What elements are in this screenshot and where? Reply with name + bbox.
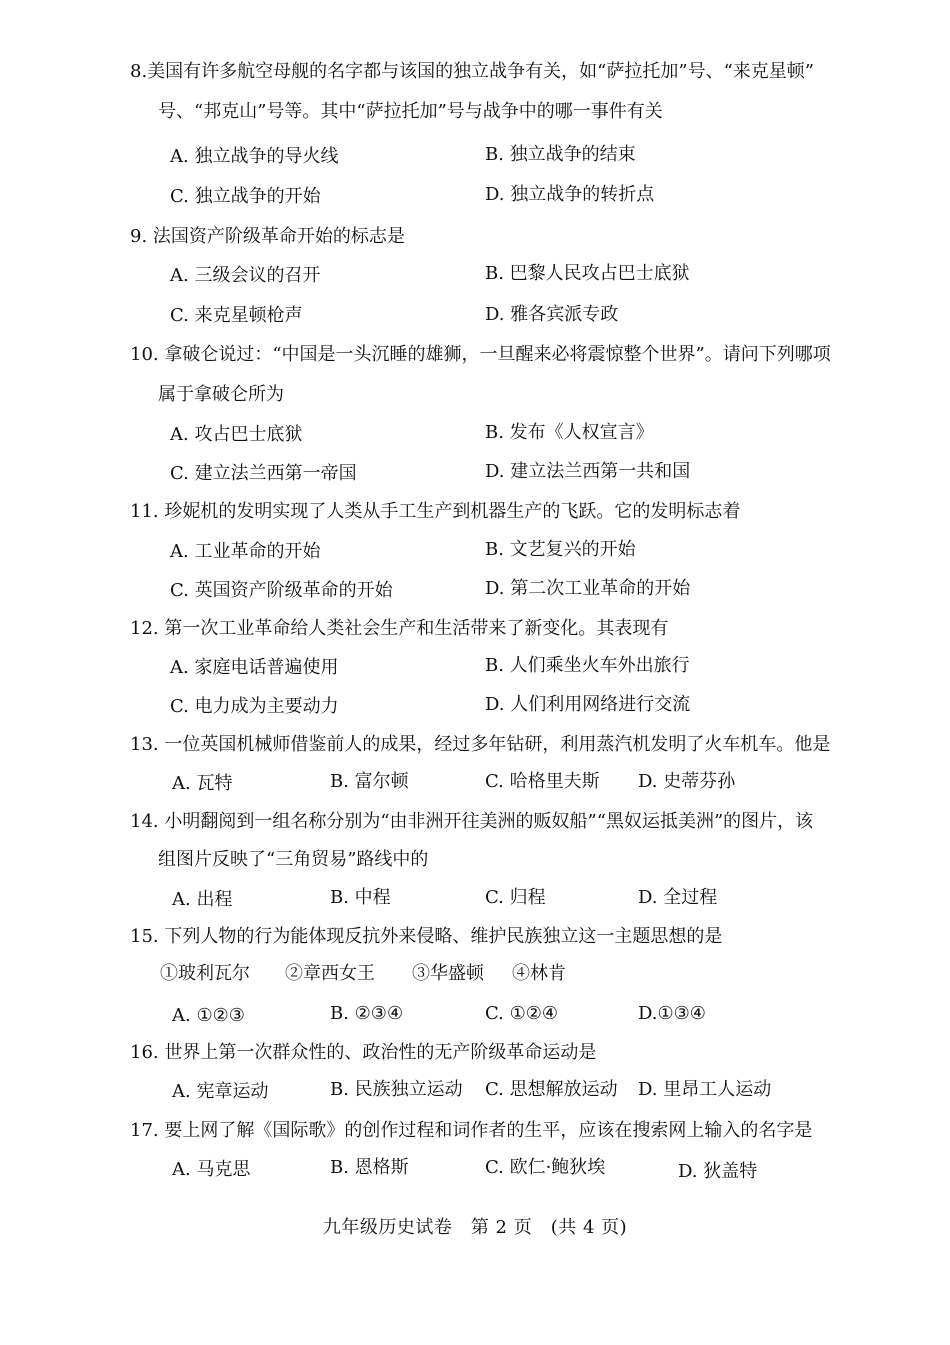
question-13-option-a: A. 瓦特 xyxy=(172,773,233,794)
question-11-option-a: A. 工业革命的开始 xyxy=(170,541,321,562)
question-12-stem: 12. 第一次工业革命给人类社会生产和生活带来了新变化。其表现有 xyxy=(130,618,669,639)
question-10-option-b: B. 发布《人权宣言》 xyxy=(485,422,654,443)
question-11-option-b: B. 文艺复兴的开始 xyxy=(485,539,636,560)
question-10-option-a: A. 攻占巴士底狱 xyxy=(170,424,303,445)
question-17-stem: 17. 要上网了解《国际歌》的创作过程和词作者的生平，应该在搜索网上输入的名字是 xyxy=(130,1120,813,1141)
question-15-option-b: B. ②③④ xyxy=(330,1003,404,1024)
question-13-option-b: B. 富尔顿 xyxy=(330,771,409,792)
question-16-option-b: B. 民族独立运动 xyxy=(330,1079,463,1100)
question-15-item-4: ④林肯 xyxy=(512,963,566,984)
question-11-stem: 11. 珍妮机的发明实现了人类从手工生产到机器生产的飞跃。它的发明标志着 xyxy=(130,501,741,522)
question-17-option-a: A. 马克思 xyxy=(172,1159,251,1180)
question-17-option-b: B. 恩格斯 xyxy=(330,1157,409,1178)
question-15-option-a: A. ①②③ xyxy=(172,1005,245,1026)
question-13-option-d: D. 史蒂芬孙 xyxy=(638,771,736,792)
page-footer: 九年级历史试卷 第 2 页 (共 4 页) xyxy=(322,1217,628,1238)
question-15-item-1: ①玻利瓦尔 xyxy=(160,963,250,984)
question-17-option-d: D. 狄盖特 xyxy=(678,1161,758,1182)
question-8-option-c: C. 独立战争的开始 xyxy=(170,186,321,207)
question-15-item-3: ③华盛顿 xyxy=(412,963,484,984)
question-15-option-c: C. ①②④ xyxy=(485,1003,558,1024)
question-10-option-c: C. 建立法兰西第一帝国 xyxy=(170,463,357,484)
question-16-option-d: D. 里昂工人运动 xyxy=(638,1079,772,1100)
question-14-option-d: D. 全过程 xyxy=(638,887,718,908)
question-8-option-b: B. 独立战争的结束 xyxy=(485,144,636,165)
question-10-option-d: D. 建立法兰西第一共和国 xyxy=(485,461,691,482)
question-9-option-a: A. 三级会议的召开 xyxy=(170,265,321,286)
question-10-stem-line-2: 属于拿破仑所为 xyxy=(158,384,284,405)
question-14-option-b: B. 中程 xyxy=(330,887,391,908)
question-16-option-c: C. 思想解放运动 xyxy=(485,1079,618,1100)
question-15-option-d: D.①③④ xyxy=(638,1003,706,1024)
question-12-option-a: A. 家庭电话普遍使用 xyxy=(170,657,339,678)
question-8-stem-line-1: 8.美国有许多航空母舰的名字都与该国的独立战争有关，如“萨拉托加”号、“来克星顿” xyxy=(130,61,814,82)
question-12-option-d: D. 人们利用网络进行交流 xyxy=(485,694,691,715)
question-8-option-d: D. 独立战争的转折点 xyxy=(485,184,655,205)
question-9-option-c: C. 来克星顿枪声 xyxy=(170,305,303,326)
question-14-stem-line-1: 14. 小明翻阅到一组名称分别为“由非洲开往美洲的贩奴船”“黑奴运抵美洲”的图片，该 xyxy=(130,811,814,832)
question-12-option-c: C. 电力成为主要动力 xyxy=(170,696,339,717)
question-13-stem: 13. 一位英国机械师借鉴前人的成果，经过多年钻研，利用蒸汽机发明了火车机车。他是 xyxy=(130,734,831,755)
question-14-option-a: A. 出程 xyxy=(172,889,233,910)
question-16-stem: 16. 世界上第一次群众性的、政治性的无产阶级革命运动是 xyxy=(130,1042,597,1063)
question-9-option-d: D. 雅各宾派专政 xyxy=(485,304,619,325)
question-11-option-c: C. 英国资产阶级革命的开始 xyxy=(170,580,393,601)
question-16-option-a: A. 宪章运动 xyxy=(172,1081,269,1102)
question-13-option-c: C. 哈格里夫斯 xyxy=(485,771,600,792)
question-8-option-a: A. 独立战争的导火线 xyxy=(170,146,339,167)
question-11-option-d: D. 第二次工业革命的开始 xyxy=(485,578,691,599)
question-9-stem: 9. 法国资产阶级革命开始的标志是 xyxy=(130,226,405,247)
question-15-stem: 15. 下列人物的行为能体现反抗外来侵略、维护民族独立这一主题思想的是 xyxy=(130,926,723,947)
question-10-stem-line-1: 10. 拿破仑说过：“中国是一头沉睡的雄狮，一旦醒来必将震惊整个世界”。请问下列哪项 xyxy=(130,344,831,365)
question-17-option-c: C. 欧仁·鲍狄埃 xyxy=(485,1157,606,1178)
question-9-option-b: B. 巴黎人民攻占巴士底狱 xyxy=(485,263,690,284)
question-8-stem-line-2: 号、“邦克山”号等。其中“萨拉托加”号与战争中的哪一事件有关 xyxy=(158,101,663,122)
question-14-option-c: C. 归程 xyxy=(485,887,546,908)
question-14-stem-line-2: 组图片反映了“三角贸易”路线中的 xyxy=(158,849,429,870)
question-15-item-2: ②章西女王 xyxy=(285,963,375,984)
question-12-option-b: B. 人们乘坐火车外出旅行 xyxy=(485,655,690,676)
